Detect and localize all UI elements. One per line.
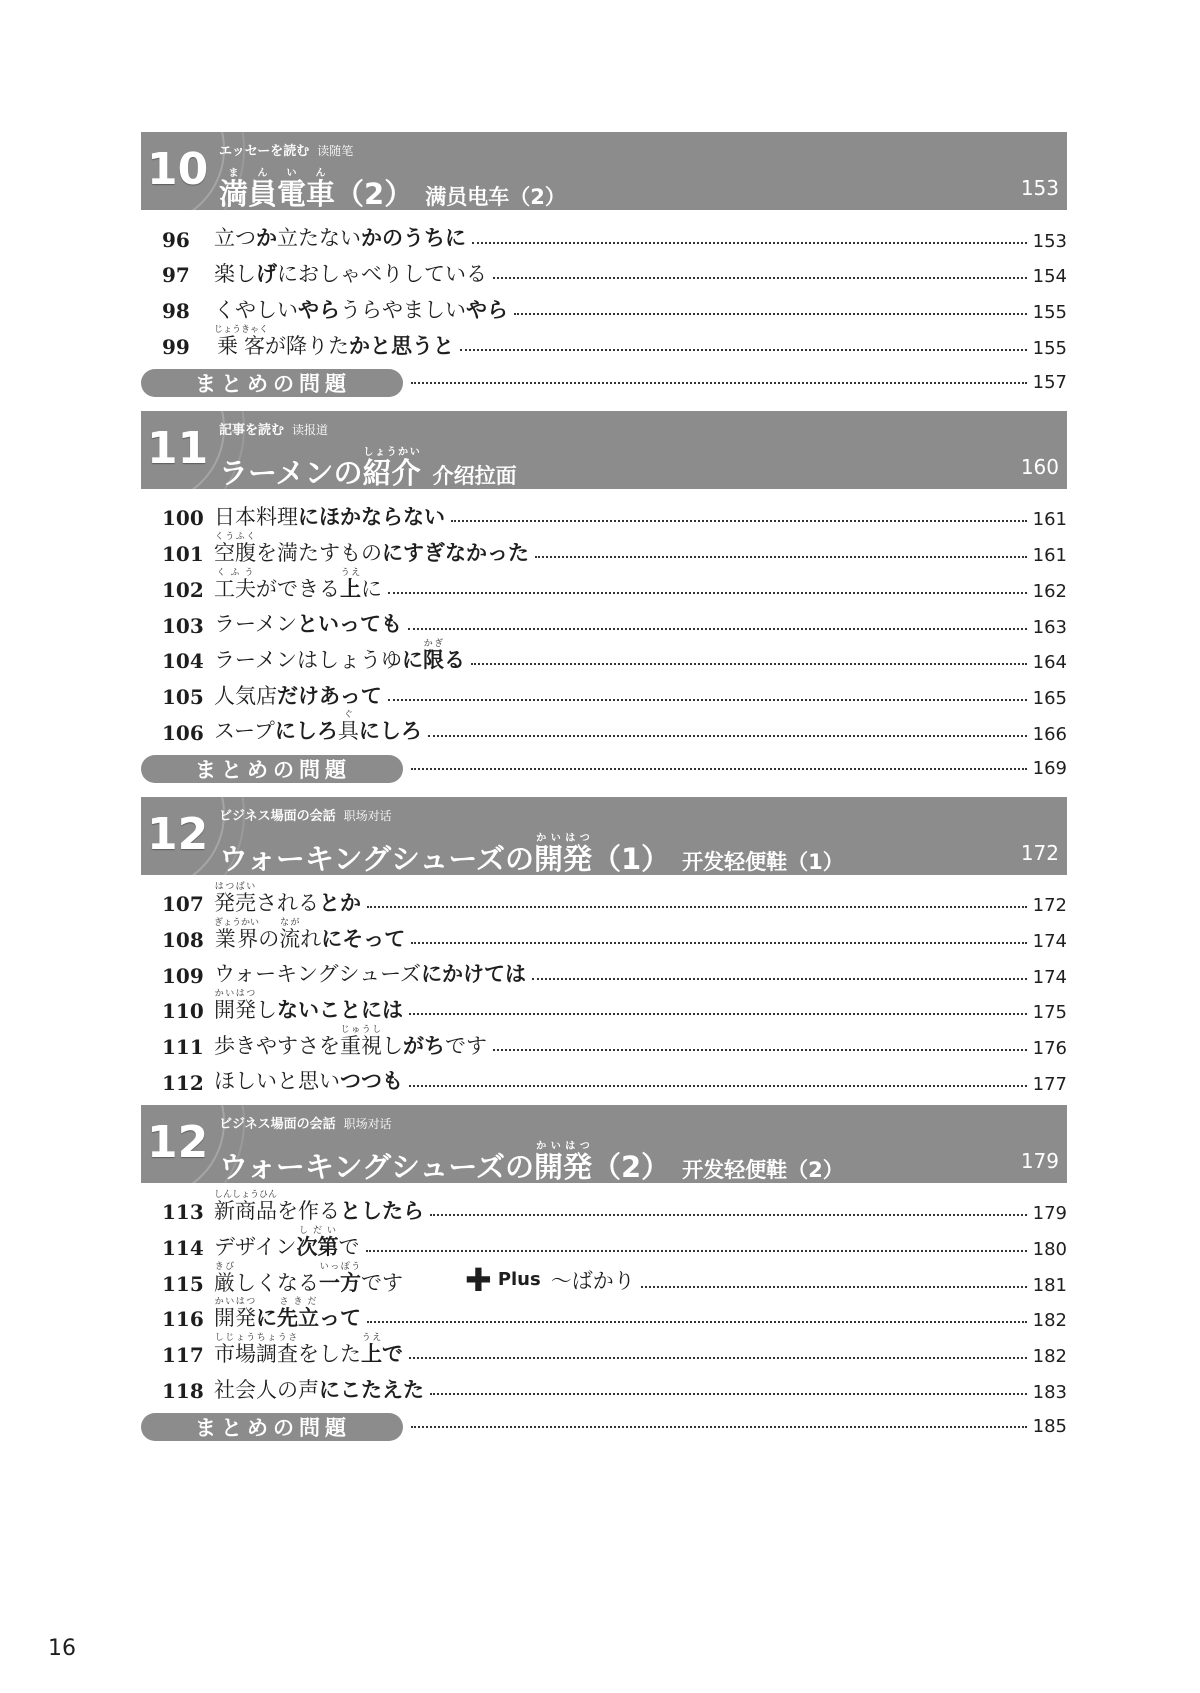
lesson-page: 166 <box>1032 723 1067 745</box>
furigana: きび <box>214 1261 235 1272</box>
grammar-point: で <box>382 1341 403 1366</box>
unit-page: 153 <box>1020 176 1059 200</box>
lesson-number: 103 <box>162 613 204 638</box>
unit-number: 11 <box>147 422 209 474</box>
grammar-point: に <box>256 1306 277 1331</box>
lesson-title: 日本料理にほかならない <box>214 505 445 530</box>
grammar-point: にかけては <box>421 962 527 987</box>
lesson-row <box>141 1059 1067 1095</box>
furigana: しょうかい <box>362 446 421 458</box>
unit-genre-cn: 职场对话 <box>343 1116 392 1131</box>
grammar-point: にほかならない <box>298 505 445 530</box>
lesson-row <box>141 1367 1067 1403</box>
furigana: しだい <box>296 1225 339 1236</box>
lesson-row <box>141 638 1067 674</box>
grammar-point: やら <box>466 297 508 322</box>
lesson-page: 163 <box>1032 616 1067 638</box>
lesson-title: 新商品しんしょうひんを作るとしたら <box>214 1190 425 1224</box>
lesson-row <box>141 1331 1067 1367</box>
grammar-point: にすぎなかった <box>382 540 529 565</box>
lesson-title: 工夫くふうができる上うえに <box>214 567 382 601</box>
ruby-text: 開発かいはつ <box>533 1140 592 1183</box>
lesson-number: 108 <box>162 927 204 952</box>
dot-leader <box>460 349 1027 351</box>
unit-title: ウォーキングシューズの開発かいはつ（2） 开发轻便鞋（2） <box>219 1140 844 1183</box>
lesson-page: 161 <box>1032 509 1067 531</box>
lesson-row <box>141 602 1067 638</box>
unit-page: 160 <box>1020 454 1059 479</box>
review-label: まとめの問題 <box>141 369 403 397</box>
lesson-page: 182 <box>1032 1310 1067 1332</box>
lesson-number: 117 <box>162 1343 204 1368</box>
ruby-text: 紹介しょうかい <box>362 446 421 489</box>
lesson-number: 102 <box>162 577 204 602</box>
unit-page: 172 <box>1020 840 1059 865</box>
lesson-row <box>141 952 1067 988</box>
lesson-number: 118 <box>162 1378 204 1403</box>
lesson-number: 101 <box>162 542 204 567</box>
lesson-title: 発売はつばいされるとか <box>214 882 361 915</box>
lesson-page: 174 <box>1032 966 1067 988</box>
lesson-number: 109 <box>162 963 204 988</box>
unit-title: 満員電車まんいん（2） 满员电车（2） <box>219 168 566 210</box>
lesson-title: くやしいやらうらやましいやら <box>214 297 508 322</box>
lesson-page: 181 <box>1032 1274 1067 1296</box>
grammar-point: って <box>319 1306 361 1331</box>
lesson-row <box>141 1296 1067 1332</box>
lesson-page: 155 <box>1032 337 1067 359</box>
unit-genre-cn: 职场对话 <box>343 808 392 823</box>
lesson-list <box>141 216 1067 359</box>
unit-title-cn: 开发轻便鞋（1） <box>682 849 844 874</box>
unit-title-cn: 开发轻便鞋（2） <box>682 1157 844 1182</box>
lesson-title: 楽しげにおしゃべりしている <box>214 262 487 287</box>
furigana: くふう <box>214 567 256 578</box>
ruby-text: 工夫くふう <box>214 567 256 601</box>
grammar-point: にしろ <box>358 719 422 744</box>
unit-genre: ビジネス場面の会話 职场对话 <box>219 1116 392 1132</box>
lesson-title: 歩きやすさを重視じゅうししがちです <box>214 1024 487 1058</box>
lesson-page: 165 <box>1032 687 1067 709</box>
lesson-row <box>141 988 1067 1024</box>
review-row <box>141 753 1067 785</box>
unit-header <box>141 411 1067 489</box>
lesson-number: 113 <box>162 1200 204 1225</box>
ruby-text: 先立さきだ <box>277 1297 319 1331</box>
dot-leader <box>411 942 1027 944</box>
grammar-point: だけあって <box>277 683 382 708</box>
section-gap <box>141 1095 1067 1105</box>
ruby-text: 重視じゅうし <box>340 1024 382 1058</box>
ruby-text: 次第しだい <box>296 1225 339 1259</box>
furigana: かぎ <box>422 638 444 649</box>
unit-title: ラーメンの紹介しょうかい介绍拉面 <box>219 446 517 489</box>
dot-leader <box>408 628 1027 630</box>
grammar-point: としたら <box>340 1199 425 1224</box>
lesson-title: 社会人の声にこたえた <box>214 1377 424 1402</box>
grammar-point: かのうちに <box>361 226 466 251</box>
dot-leader <box>411 382 1027 384</box>
review-page: 157 <box>1032 372 1067 394</box>
furigana: さきだ <box>277 1297 319 1308</box>
table-of-contents <box>141 132 1067 1455</box>
lesson-title <box>214 1297 361 1331</box>
grammar-point: つつも <box>340 1069 403 1094</box>
grammar-point <box>361 1332 382 1366</box>
lesson-title: 人気店だけあって <box>214 683 382 708</box>
unit-genre: 記事を読む 读报道 <box>219 422 329 438</box>
lesson-number: 98 <box>162 299 190 324</box>
furigana: しんしょうひん <box>214 1190 278 1201</box>
ruby-text: 調査ちょうさ <box>256 1332 298 1366</box>
grammar-point: かと思うと <box>349 333 455 358</box>
lesson-number: 112 <box>162 1070 204 1095</box>
lesson-page: 177 <box>1032 1073 1067 1095</box>
lesson-page: 180 <box>1032 1239 1067 1261</box>
dot-leader <box>430 1393 1027 1395</box>
lesson-row <box>141 495 1067 531</box>
lesson-title: 市場しじょう調査ちょうさをした上うえで <box>214 1332 403 1366</box>
lesson-number: 105 <box>162 684 204 709</box>
furigana: かいはつ <box>214 989 256 1000</box>
lesson-page: 172 <box>1032 895 1067 917</box>
grammar-point <box>340 567 361 601</box>
lesson-row <box>141 287 1067 323</box>
lesson-title: ほしいと思いつつも <box>214 1069 403 1094</box>
lesson-title: 空腹くうふくを満たすものにすぎなかった <box>214 531 529 565</box>
lesson-number: 99 <box>162 334 190 359</box>
lesson-number: 100 <box>162 506 204 531</box>
furigana: じゅうし <box>340 1024 382 1035</box>
ruby-text: 満員電車まんいん <box>219 168 336 210</box>
ruby-text: 空腹くうふく <box>214 531 256 565</box>
lesson-number: 107 <box>162 892 204 917</box>
dot-leader <box>388 592 1027 594</box>
unit-number: 12 <box>147 1116 209 1168</box>
ruby-text: 流なが <box>279 917 301 951</box>
ruby-text: 発売はつばい <box>214 882 256 915</box>
lesson-page: 179 <box>1032 1203 1067 1225</box>
lesson-number: 116 <box>162 1307 204 1332</box>
lesson-number: 97 <box>162 263 190 288</box>
unit-number: 12 <box>147 808 209 860</box>
dot-leader <box>532 978 1027 980</box>
dot-leader <box>514 313 1027 315</box>
lesson-row <box>141 252 1067 288</box>
dot-leader <box>388 699 1027 701</box>
lesson-title: ウォーキングシューズにかけては <box>214 962 527 987</box>
grammar-point: にしろ <box>274 719 338 744</box>
grammar-point: といっても <box>296 612 402 637</box>
dot-leader <box>493 277 1027 279</box>
grammar-point: げ <box>256 262 277 287</box>
lesson-number: 114 <box>162 1236 204 1261</box>
lesson-number: 106 <box>162 720 204 745</box>
unit-header <box>141 797 1067 875</box>
lesson-number: 104 <box>162 649 204 674</box>
furigana: ちょうさ <box>256 1332 298 1343</box>
lesson-number: 115 <box>162 1271 204 1296</box>
lesson-row <box>141 881 1067 917</box>
grammar-point: か <box>256 226 277 251</box>
lesson-number: 111 <box>162 1035 204 1059</box>
lesson-title: ラーメンはしょうゆに限かぎる <box>214 638 465 672</box>
ruby-text: 具ぐ <box>337 710 359 744</box>
dot-leader <box>367 1321 1027 1323</box>
lesson-title: 乗客じょうきゃくが降りたかと思うと <box>214 324 455 358</box>
lesson-page: 161 <box>1032 545 1067 567</box>
grammar-point: がち <box>403 1033 445 1058</box>
lesson-page: 155 <box>1032 302 1067 324</box>
plus-text: ～ばかり <box>550 1268 635 1293</box>
lesson-list <box>141 1189 1067 1403</box>
ruby-text: 開発かいはつ <box>533 832 592 875</box>
lesson-list <box>141 495 1067 745</box>
lesson-page: 175 <box>1032 1002 1067 1024</box>
grammar-point: に <box>401 647 423 672</box>
dot-leader <box>535 556 1027 558</box>
dot-leader <box>367 906 1027 908</box>
grammar-point <box>422 638 444 672</box>
ruby-text: 乗客じょうきゃく <box>214 324 269 358</box>
furigana: かいはつ <box>533 1140 592 1152</box>
lesson-row <box>141 566 1067 602</box>
dot-leader <box>411 1426 1027 1428</box>
plus-label: Plus <box>497 1269 541 1291</box>
dot-leader <box>411 768 1027 770</box>
ruby-text: 上うえ <box>361 1332 382 1366</box>
review-label: まとめの問題 <box>141 755 403 783</box>
unit-header <box>141 1105 1067 1183</box>
lesson-page: 176 <box>1032 1038 1067 1059</box>
furigana: まんいん <box>219 168 336 179</box>
lesson-row <box>141 1189 1067 1225</box>
grammar-point: とか <box>319 891 361 915</box>
dot-leader <box>366 1250 1027 1252</box>
grammar-point <box>277 1297 319 1331</box>
unit-number: 10 <box>147 144 209 195</box>
lesson-title: ラーメンといっても <box>214 612 402 637</box>
lesson-number: 96 <box>162 227 190 252</box>
lesson-page: 154 <box>1032 266 1067 288</box>
ruby-text: 市場しじょう <box>214 1332 256 1366</box>
grammar-point <box>296 1225 339 1259</box>
lesson-page: 153 <box>1032 230 1067 252</box>
review-label: まとめの問題 <box>141 1413 403 1441</box>
unit-page: 179 <box>1020 1148 1059 1173</box>
lesson-title: 業界ぎょうかいの流ながれにそって <box>214 917 406 951</box>
lesson-number: 110 <box>162 999 204 1024</box>
review-row <box>141 367 1067 399</box>
unit-genre-cn: 读随笔 <box>317 144 354 158</box>
grammar-point: にこたえた <box>319 1377 424 1402</box>
furigana: かいはつ <box>533 832 592 844</box>
lesson-row <box>141 323 1067 359</box>
lesson-row <box>141 709 1067 745</box>
furigana: ぎょうかい <box>214 917 260 928</box>
furigana: じょうきゃく <box>214 324 269 335</box>
grammar-point: る <box>443 647 465 672</box>
dot-leader <box>409 1085 1027 1087</box>
review-page: 169 <box>1032 758 1067 780</box>
plus-icon: ✚ <box>465 1260 492 1299</box>
lesson-page: 162 <box>1032 580 1067 602</box>
dot-leader <box>451 520 1027 522</box>
furigana: なが <box>279 917 301 928</box>
unit-title: ウォーキングシューズの開発かいはつ（1） 开发轻便鞋（1） <box>219 832 844 875</box>
furigana: うえ <box>340 567 361 578</box>
grammar-point <box>319 1261 361 1295</box>
furigana: はつばい <box>214 882 256 892</box>
lesson-row <box>141 916 1067 952</box>
furigana: うえ <box>361 1332 382 1343</box>
grammar-point: やら <box>298 297 340 322</box>
lesson-row <box>141 1023 1067 1059</box>
ruby-text: 新商品しんしょうひん <box>214 1190 278 1224</box>
ruby-text: 業界ぎょうかい <box>214 917 260 951</box>
ruby-text: 上うえ <box>340 567 361 601</box>
dot-leader <box>471 663 1027 665</box>
lesson-title: 厳きびしくなる一方いっぽうです <box>214 1261 403 1295</box>
dot-leader <box>428 735 1027 737</box>
plus-note <box>465 1260 635 1299</box>
page-number: 16 <box>48 1636 76 1661</box>
lesson-list <box>141 881 1067 1095</box>
lesson-row <box>141 1224 1067 1260</box>
dot-leader <box>409 1357 1027 1359</box>
lesson-page: 164 <box>1032 652 1067 674</box>
furigana: くうふく <box>214 531 256 542</box>
ruby-text: 開発かいはつ <box>214 989 256 1023</box>
furigana: いっぽう <box>319 1261 361 1272</box>
lesson-page: 182 <box>1032 1346 1067 1368</box>
lesson-row <box>141 530 1067 566</box>
lesson-title: 開発かいはつしないことには <box>214 989 403 1023</box>
ruby-text: 限かぎ <box>422 638 444 672</box>
dot-leader <box>493 1049 1027 1051</box>
unit-genre: ビジネス場面の会話 职场对话 <box>219 808 392 824</box>
unit-genre: エッセーを読む 读随笔 <box>219 144 354 159</box>
unit-title-cn: 介绍拉面 <box>432 463 517 488</box>
lesson-row <box>141 1260 1067 1299</box>
unit-header <box>141 132 1067 210</box>
dot-leader <box>472 242 1027 244</box>
ruby-text: 開発かいはつ <box>214 1297 256 1331</box>
dot-leader <box>430 1214 1027 1216</box>
lesson-row <box>141 216 1067 252</box>
lesson-title: スープにしろ具ぐにしろ <box>214 710 422 744</box>
dot-leader <box>409 1013 1027 1015</box>
furigana: しじょう <box>214 1332 256 1343</box>
ruby-text: 厳きび <box>214 1261 235 1295</box>
furigana: ぐ <box>337 710 359 721</box>
unit-title-cn: 满员电车（2） <box>425 185 566 209</box>
lesson-row <box>141 673 1067 709</box>
grammar-point: ないことには <box>277 998 403 1023</box>
grammar-point: にそって <box>321 926 406 951</box>
ruby-text: 一方いっぽう <box>319 1261 361 1295</box>
dot-leader <box>641 1286 1027 1288</box>
review-row <box>141 1411 1067 1443</box>
furigana: かいはつ <box>214 1297 256 1308</box>
review-page: 185 <box>1032 1416 1067 1438</box>
unit-genre-cn: 读报道 <box>292 422 329 437</box>
lesson-page: 174 <box>1032 930 1067 952</box>
lesson-page: 183 <box>1032 1381 1067 1403</box>
lesson-title: 立つか立たないかのうちに <box>214 226 466 251</box>
lesson-title: デザイン次第しだいで <box>214 1225 360 1259</box>
